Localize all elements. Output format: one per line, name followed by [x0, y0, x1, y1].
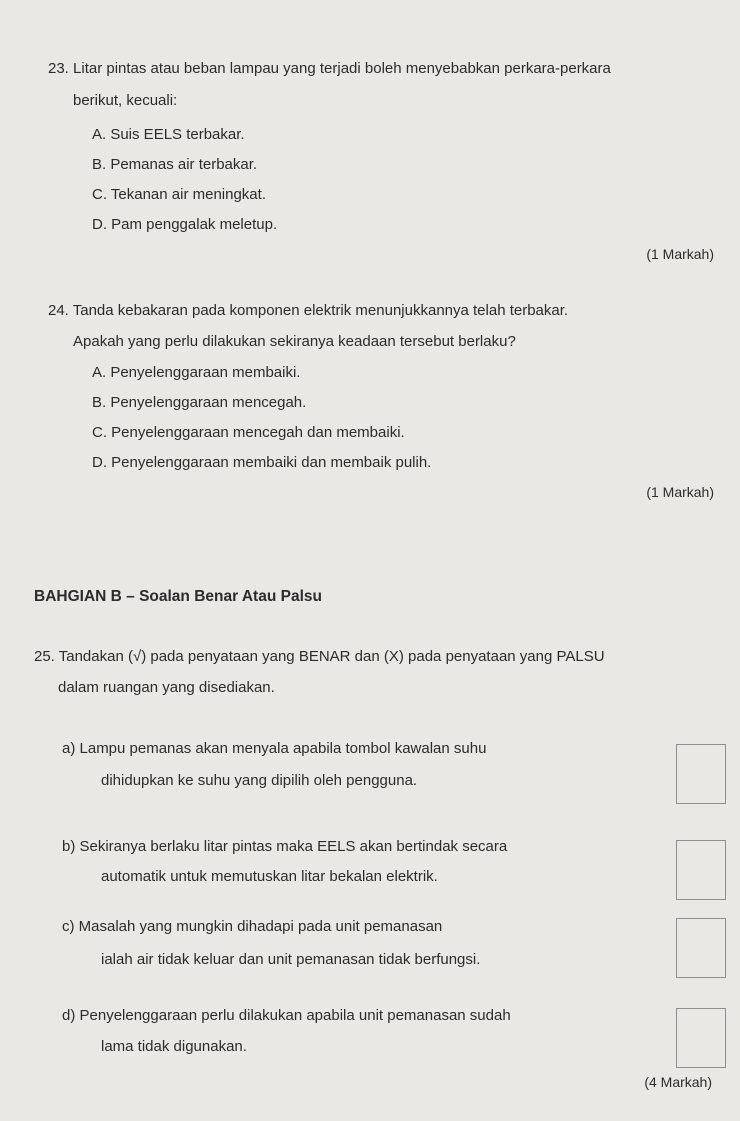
- q23-stem-line1: 23. Litar pintas atau beban lampau yang terjadi boleh menyebabkan perkara-perkara: [48, 60, 611, 77]
- q24-option-c: C. Penyelenggaraan mencegah dan membaiki.: [92, 424, 405, 441]
- q23-stem-line2: berikut, kecuali:: [73, 92, 178, 109]
- q25-stem-line2: dalam ruangan yang disediakan.: [58, 679, 275, 696]
- q24-option-a: A. Penyelenggaraan membaiki.: [92, 364, 301, 381]
- q24-option-d: D. Penyelenggaraan membaiki dan membaik pulih.: [92, 454, 432, 471]
- q25-statement-b-line2: automatik untuk memutuskan litar bekalan elektrik.: [101, 868, 438, 885]
- q25-answer-box-a[interactable]: [676, 744, 726, 804]
- q25-statement-d-line1: d) Penyelenggaraan perlu dilakukan apabila unit pemanasan sudah: [62, 1007, 511, 1024]
- q23-option-b: B. Pemanas air terbakar.: [92, 156, 258, 173]
- q24-stem-line2: Apakah yang perlu dilakukan sekiranya keadaan tersebut berlaku?: [73, 333, 516, 350]
- q23-option-d: D. Pam penggalak meletup.: [92, 216, 278, 233]
- q24-mark: (1 Markah): [646, 484, 714, 500]
- q25-statement-b-line1: b) Sekiranya berlaku litar pintas maka EELS akan bertindak secara: [62, 838, 508, 855]
- q24-option-b: B. Penyelenggaraan mencegah.: [92, 394, 307, 411]
- q25-statement-c-line1: c) Masalah yang mungkin dihadapi pada unit pemanasan: [62, 918, 443, 935]
- q25-mark: (4 Markah): [644, 1074, 712, 1090]
- section-b-heading: BAHGIAN B – Soalan Benar Atau Palsu: [34, 588, 322, 605]
- q25-answer-box-d[interactable]: [676, 1008, 726, 1068]
- q25-answer-box-b[interactable]: [676, 840, 726, 900]
- q25-stem-line1: 25. Tandakan (√) pada penyataan yang BENAR dan (X) pada penyataan yang PALSU: [34, 648, 605, 665]
- q23-mark: (1 Markah): [646, 246, 714, 262]
- q25-statement-d-line2: lama tidak digunakan.: [101, 1038, 247, 1055]
- q23-option-a: A. Suis EELS terbakar.: [92, 126, 245, 143]
- q23-option-c: C. Tekanan air meningkat.: [92, 186, 266, 203]
- q25-statement-a-line1: a) Lampu pemanas akan menyala apabila tombol kawalan suhu: [62, 740, 487, 757]
- q25-statement-c-line2: ialah air tidak keluar dan unit pemanasan tidak berfungsi.: [101, 951, 481, 968]
- q24-stem-line1: 24. Tanda kebakaran pada komponen elektrik menunjukkannya telah terbakar.: [48, 302, 569, 319]
- q25-statement-a-line2: dihidupkan ke suhu yang dipilih oleh pengguna.: [101, 772, 418, 789]
- q25-answer-box-c[interactable]: [676, 918, 726, 978]
